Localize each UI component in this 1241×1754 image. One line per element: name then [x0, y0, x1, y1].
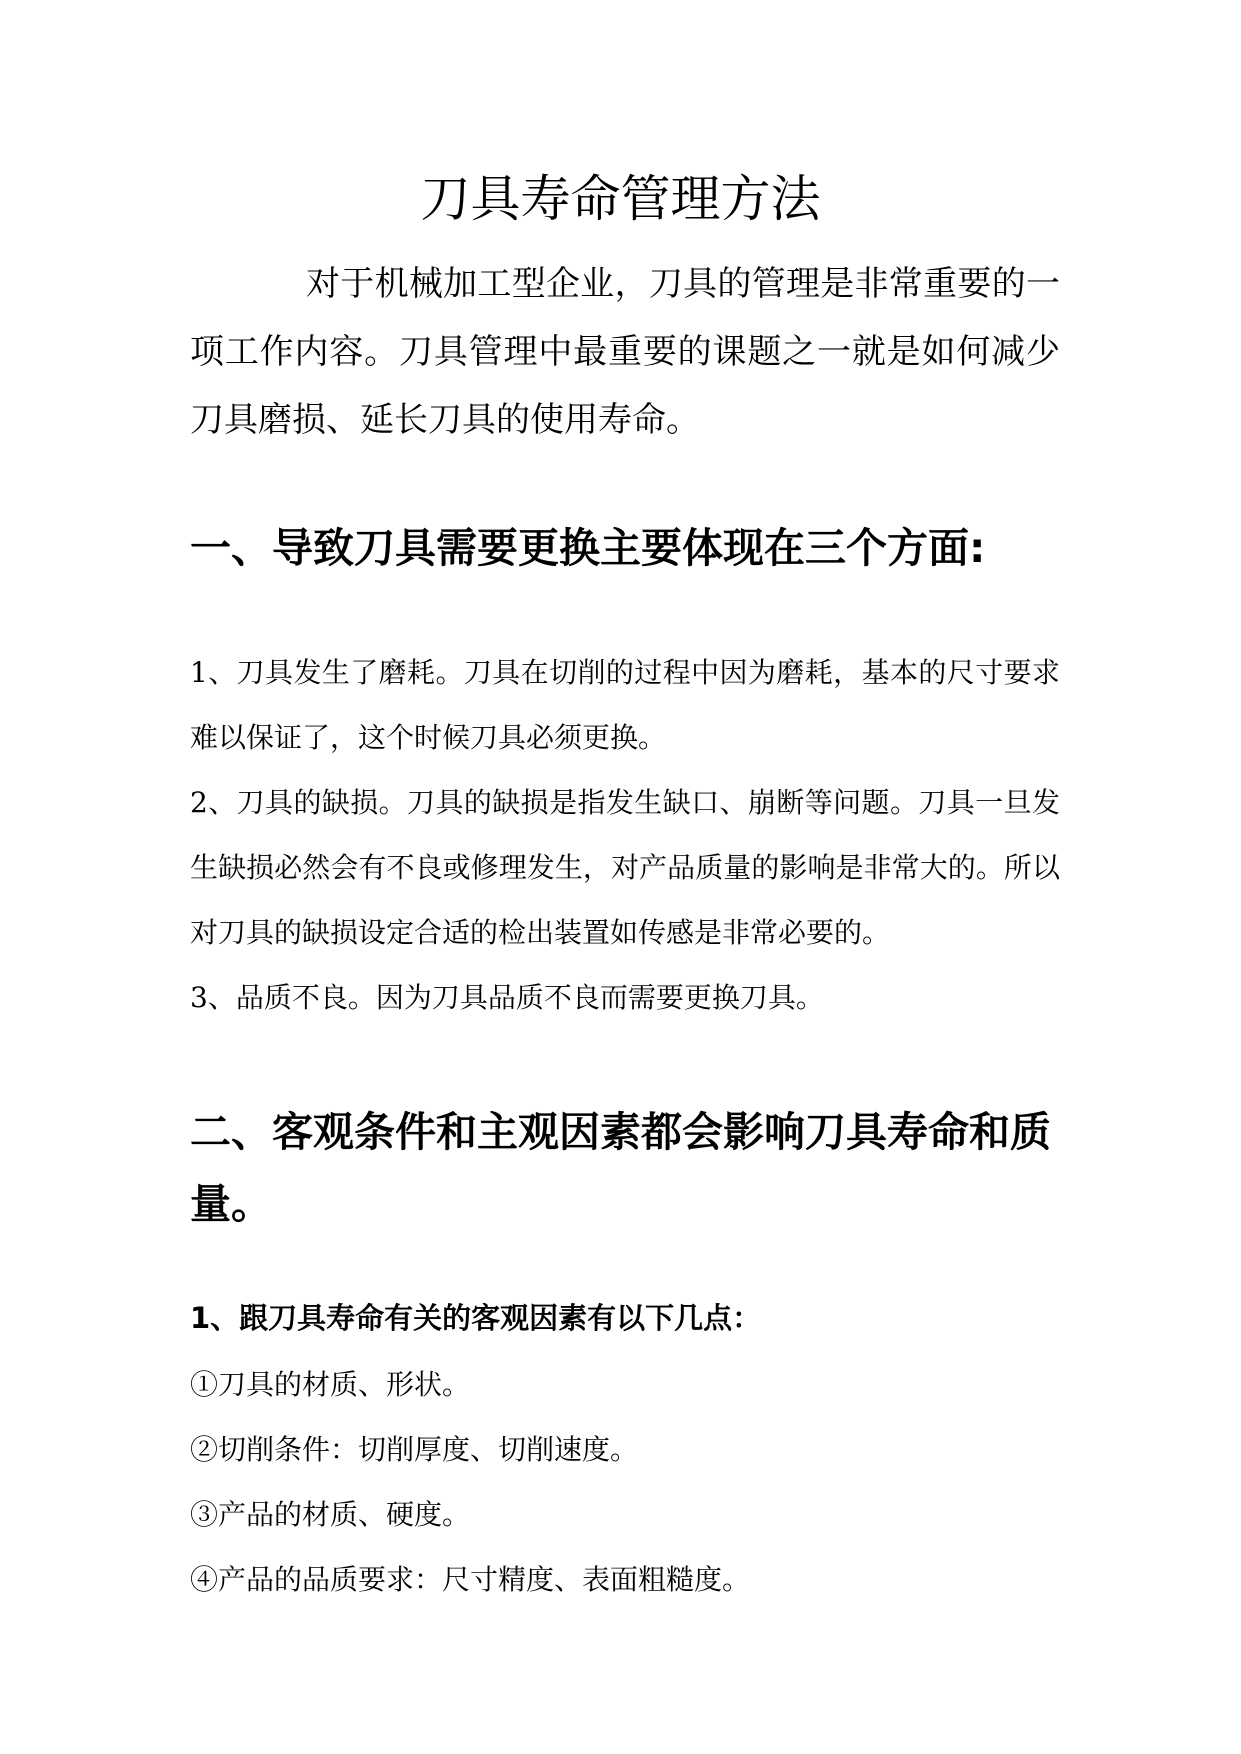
section2-heading: 二、客观条件和主观因素都会影响刀具寿命和质量。	[190, 1108, 1051, 1228]
list-item: ②切削条件：切削厚度、切削速度。	[190, 1433, 639, 1466]
list-item: 3、品质不良。因为刀具品质不良而需要更换刀具。	[190, 981, 824, 1014]
list-item: ④产品的品质要求：尺寸精度、表面粗糙度。	[190, 1563, 751, 1596]
list-item: ①刀具的材质、形状。	[190, 1368, 471, 1401]
section2-subheading: 1、跟刀具寿命有关的客观因素有以下几点：	[190, 1301, 762, 1335]
list-item: 1、刀具发生了磨耗。刀具在切削的过程中因为磨耗，基本的尺寸要求难以保证了，这个时候刀具必须更换。	[190, 656, 1060, 754]
section1-list	[190, 640, 1060, 1030]
section1-heading: 一、导致刀具需要更换主要体现在三个方面:	[190, 524, 986, 572]
document-title: 刀具寿命管理方法	[420, 170, 821, 228]
list-item: 2、刀具的缺损。刀具的缺损是指发生缺口、崩断等问题。刀具一旦发生缺损必然会有不良或修理发生，对产品质量的影响是非常大的。所以对刀具的缺损设定合适的检出装置如传感是非常必要的。	[190, 786, 1060, 949]
section2-list	[190, 1352, 1060, 1612]
intro-paragraph: 对于机械加工型企业，刀具的管理是非常重要的一项工作内容。刀具管理中最重要的课题之一就是如何减少刀具磨损、延长刀具的使用寿命。	[190, 264, 1060, 440]
list-item: ③产品的材质、硬度。	[190, 1498, 471, 1531]
